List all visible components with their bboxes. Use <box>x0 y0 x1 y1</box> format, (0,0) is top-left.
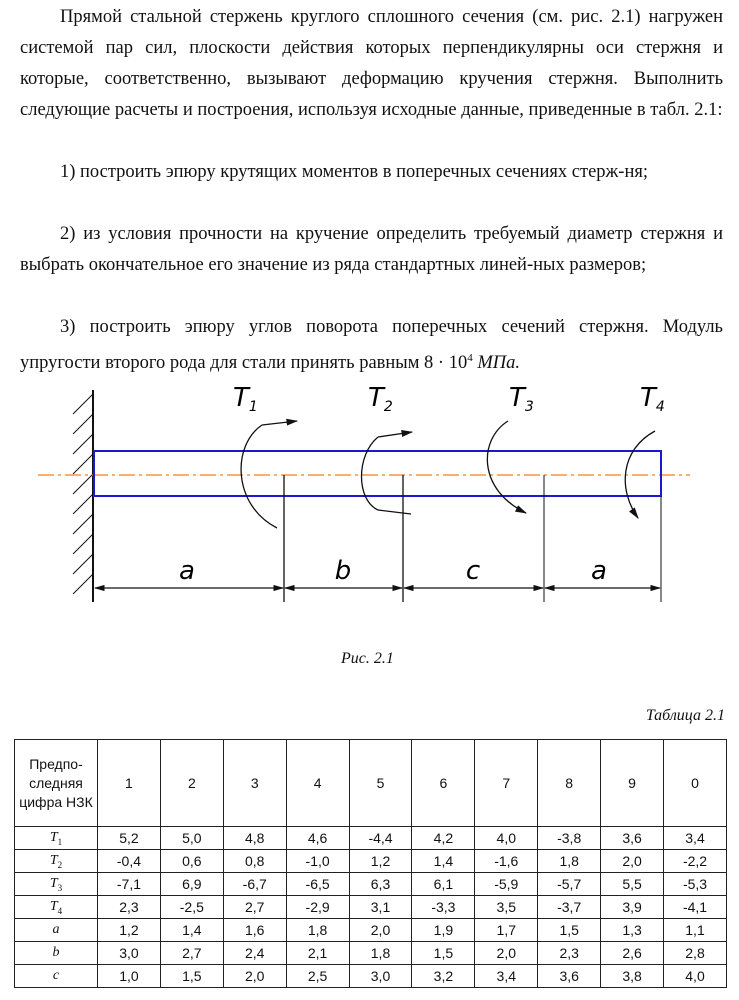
table-row <box>15 919 727 942</box>
table-cell: 3,4 <box>664 827 727 850</box>
table-cell: -2,9 <box>286 896 349 919</box>
table-col-header: 0 <box>664 740 727 827</box>
table-cell: -1,6 <box>475 850 538 873</box>
table-cell: 5,2 <box>98 827 161 850</box>
table-col-header: 3 <box>223 740 286 827</box>
table-col-header: 6 <box>412 740 475 827</box>
table-row <box>15 942 727 965</box>
table-cell: 4,0 <box>475 827 538 850</box>
dim-label-a-left: a <box>179 556 195 586</box>
task-3-text: 3) построить эпюру углов поворота поперечных сечений стержня. Модуль упругости второго рода для стали принять равным <box>20 317 723 374</box>
table-cell: -6,5 <box>286 873 349 896</box>
torque-label-t3: T3 <box>509 383 534 415</box>
table-cell: 2,0 <box>349 919 412 942</box>
paragraph-task-3 <box>20 312 723 379</box>
table-cell: 3,6 <box>601 827 664 850</box>
table-cell: 1,5 <box>538 919 601 942</box>
table-cell: 2,5 <box>286 965 349 988</box>
table-cell: 1,1 <box>664 919 727 942</box>
table-cell: 5,0 <box>160 827 223 850</box>
table-row <box>15 873 727 896</box>
table-cell: 1,4 <box>412 850 475 873</box>
table-cell: 1,8 <box>286 919 349 942</box>
row-label: $T_4$ <box>15 896 98 919</box>
row-label: $T_2$ <box>15 850 98 873</box>
table-cell: -4,1 <box>664 896 727 919</box>
table-cell: -7,1 <box>98 873 161 896</box>
table-cell: 0,6 <box>160 850 223 873</box>
table-col-header: 5 <box>349 740 412 827</box>
table-cell: 1,3 <box>601 919 664 942</box>
table-cell: -6,7 <box>223 873 286 896</box>
row-label: $T_3$ <box>15 873 98 896</box>
torque-label-t2: T2 <box>368 383 393 415</box>
table-cell: 6,1 <box>412 873 475 896</box>
table-cell: -5,7 <box>538 873 601 896</box>
table-cell: 4,0 <box>664 965 727 988</box>
wall-hatching <box>73 394 93 594</box>
table-row <box>15 827 727 850</box>
table-cell: 2,1 <box>286 942 349 965</box>
table-row <box>15 965 727 988</box>
table-cell: -2,2 <box>664 850 727 873</box>
torque-arc-t1 <box>241 425 277 528</box>
table-cell: 1,7 <box>475 919 538 942</box>
table-cell: -3,7 <box>538 896 601 919</box>
row-label: a <box>15 919 98 942</box>
figure-2-1 <box>0 380 739 680</box>
table-header-row <box>15 740 727 827</box>
table-cell: 1,8 <box>349 942 412 965</box>
table-cell: 2,8 <box>664 942 727 965</box>
data-table <box>14 739 727 988</box>
table-cell: 2,6 <box>601 942 664 965</box>
table-cell: 3,0 <box>98 942 161 965</box>
table-caption: Таблица 2.1 <box>645 707 725 724</box>
table-cell: 2,3 <box>538 942 601 965</box>
table-cell: 5,5 <box>601 873 664 896</box>
table-cell: -3,3 <box>412 896 475 919</box>
table-cell: 3,9 <box>601 896 664 919</box>
table-cell: -4,4 <box>349 827 412 850</box>
row-label: $T_1$ <box>15 827 98 850</box>
table-header-label: Предпо-следняя цифра НЗК <box>15 740 98 827</box>
torque-arc-t3 <box>487 421 526 513</box>
figure-caption: Рис. 2.1 <box>341 650 394 667</box>
table-cell: 2,3 <box>98 896 161 919</box>
table-row <box>15 850 727 873</box>
table-cell: 1,2 <box>98 919 161 942</box>
table-cell: 2,0 <box>475 942 538 965</box>
paragraph-task-1 <box>20 157 723 188</box>
paragraph-task-2 <box>20 219 723 281</box>
table-cell: 3,0 <box>349 965 412 988</box>
table-col-header: 9 <box>601 740 664 827</box>
table-col-header: 1 <box>98 740 161 827</box>
table-cell: 3,5 <box>475 896 538 919</box>
shaft-bar <box>94 451 661 496</box>
table-col-header: 7 <box>475 740 538 827</box>
dim-label-b: b <box>334 556 352 586</box>
table-cell: 1,9 <box>412 919 475 942</box>
table-cell: -1,0 <box>286 850 349 873</box>
table-cell: 4,8 <box>223 827 286 850</box>
table-cell: 2,0 <box>601 850 664 873</box>
table-col-header: 8 <box>538 740 601 827</box>
torque-label-t1: T1 <box>233 383 258 415</box>
table-cell: 1,6 <box>223 919 286 942</box>
table-col-header: 2 <box>160 740 223 827</box>
torque-arc-t2 <box>362 437 379 510</box>
table-cell: 0,8 <box>223 850 286 873</box>
table-cell: -3,8 <box>538 827 601 850</box>
table-cell: 1,4 <box>160 919 223 942</box>
torque-arrow-t1 <box>262 421 297 425</box>
paragraph-intro <box>20 2 723 126</box>
table-cell: -2,5 <box>160 896 223 919</box>
table-col-header: 4 <box>286 740 349 827</box>
table-cell: 2,7 <box>160 942 223 965</box>
table-cell: 1,5 <box>412 942 475 965</box>
table-cell: 6,3 <box>349 873 412 896</box>
task-2-text: 2) из условия прочности на кручение определить требуемый диаметр стержня и выбрать окончательное его значение из ряда стандартных линей-ных размеров; <box>20 224 723 275</box>
row-label: b <box>15 942 98 965</box>
row-label: c <box>15 965 98 988</box>
task-1-text: 1) построить эпюру крутящих моментов в поперечных сечениях стерж-ня; <box>60 162 649 182</box>
table-cell: 3,2 <box>412 965 475 988</box>
table-cell: 3,8 <box>601 965 664 988</box>
torque-label-t4: T4 <box>640 383 665 415</box>
table-row <box>15 896 727 919</box>
modulus-formula: $8 \cdot 10^4$ МПа. <box>424 352 520 374</box>
table-cell: 4,2 <box>412 827 475 850</box>
table-cell: 1,8 <box>538 850 601 873</box>
table-cell: 1,2 <box>349 850 412 873</box>
dim-label-c: c <box>465 556 481 586</box>
dim-label-a-right: a <box>591 556 607 586</box>
table-cell: 2,7 <box>223 896 286 919</box>
table-cell: 3,4 <box>475 965 538 988</box>
table-cell: 2,0 <box>223 965 286 988</box>
table-cell: -5,9 <box>475 873 538 896</box>
torque-arrow-t2 <box>378 432 412 437</box>
table-cell: 4,6 <box>286 827 349 850</box>
table-cell: 6,9 <box>160 873 223 896</box>
table-cell: 1,5 <box>160 965 223 988</box>
table-cell: 1,0 <box>98 965 161 988</box>
table-cell: 3,6 <box>538 965 601 988</box>
table-cell: -5,3 <box>664 873 727 896</box>
table-cell: -0,4 <box>98 850 161 873</box>
table-cell: 2,4 <box>223 942 286 965</box>
table-cell: 3,1 <box>349 896 412 919</box>
paragraph-intro-text: Прямой стальной стержень круглого сплошного сечения (см. рис. 2.1) нагружен системой пар сил, плоскости действия которых перпендикулярны оси стержня и которые, соответственно, вызывают деформацию кручения стержня. Выполнить следующие расчеты и построения, используя исходные данные, приведенные в табл. 2.1: <box>20 7 723 120</box>
